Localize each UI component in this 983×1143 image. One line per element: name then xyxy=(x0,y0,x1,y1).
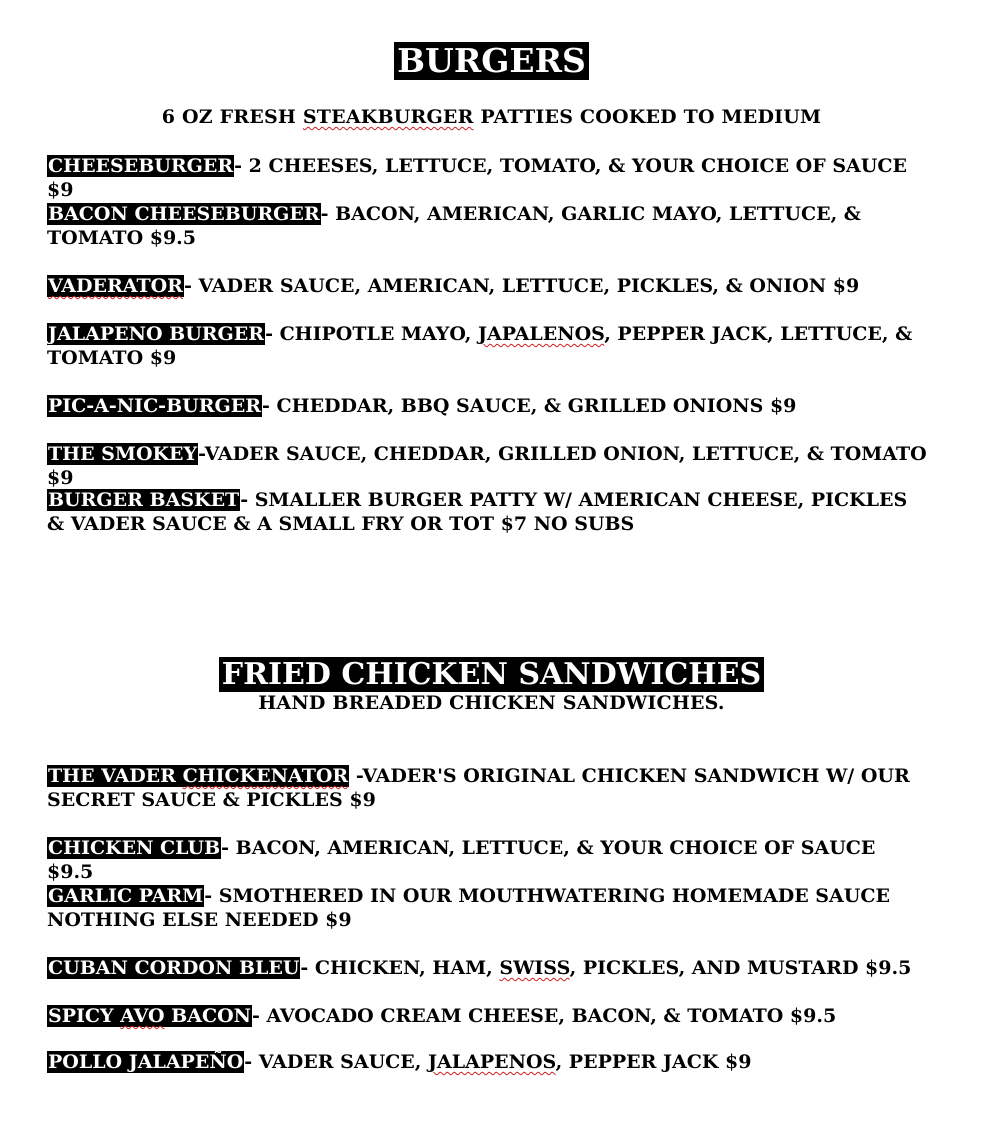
item-name: SPICY AVO BACON xyxy=(48,1005,251,1027)
item-name: CHEESEBURGER xyxy=(48,155,234,177)
item-name: JALAPENO BURGER xyxy=(48,323,265,345)
item-description: - CHICKEN, HAM, SWISS, PICKLES, AND MUSTARD $9.5 xyxy=(300,957,912,979)
chicken-heading xyxy=(0,657,983,692)
item-description: - VADER SAUCE, AMERICAN, LETTUCE, PICKLES, & ONION $9 xyxy=(183,275,860,297)
menu-item-pic-a-nic-burger xyxy=(47,394,927,418)
menu-item-burger-basket xyxy=(47,488,927,536)
item-name: PIC-A-NIC-BURGER xyxy=(48,395,261,417)
menu-item-vaderator xyxy=(47,274,927,298)
menu-item-pollo-jalapeno xyxy=(47,1050,927,1074)
item-description: -VADER'S ORIGINAL CHICKEN SANDWICH W/ OUR SECRET SAUCE & PICKLES $9 xyxy=(47,765,910,811)
burgers-title: BURGERS xyxy=(394,42,589,80)
burgers-subtitle: 6 OZ FRESH STEAKBURGER PATTIES COOKED TO MEDIUM xyxy=(161,106,822,128)
item-name: THE VADER CHICKENATOR xyxy=(48,765,349,787)
menu-item-garlic-parm xyxy=(47,884,927,932)
menu-item-jalapeno-burger xyxy=(47,322,927,370)
chicken-subtitle: HAND BREADED CHICKEN SANDWICHES. xyxy=(258,692,725,714)
item-name: POLLO JALAPEÑO xyxy=(48,1051,244,1073)
menu-item-chicken-club xyxy=(47,836,927,884)
item-name: THE SMOKEY xyxy=(48,443,198,465)
chicken-title: FRIED CHICKEN SANDWICHES xyxy=(219,657,764,692)
spellcheck-word: SWISS xyxy=(499,957,570,979)
menu-item-spicy-avo-bacon xyxy=(47,1004,927,1028)
item-description: - BACON, AMERICAN, LETTUCE, & YOUR CHOICE OF SAUCE $9.5 xyxy=(47,837,876,883)
item-description: -VADER SAUCE, CHEDDAR, GRILLED ONION, LETTUCE, & TOMATO $9 xyxy=(47,443,927,489)
menu-item-bacon-cheeseburger xyxy=(47,202,927,250)
item-description: - VADER SAUCE, JALAPENOS, PEPPER JACK $9 xyxy=(244,1051,752,1073)
item-name: BURGER BASKET xyxy=(48,489,240,511)
item-description: - CHIPOTLE MAYO, JAPALENOS, PEPPER JACK, LETTUCE, & TOMATO $9 xyxy=(47,323,913,369)
spellcheck-word: AVO xyxy=(120,1005,165,1027)
menu-item-cuban-cordon-bleu xyxy=(47,956,927,980)
spellcheck-word: JALAPENOS xyxy=(428,1051,556,1073)
item-name: BACON CHEESEBURGER xyxy=(48,203,320,225)
item-name: VADERATOR xyxy=(48,275,183,297)
menu-item-vader-chickenator xyxy=(47,764,927,812)
burgers-heading xyxy=(0,42,983,80)
item-description: - SMOTHERED IN OUR MOUTHWATERING HOMEMADE SAUCE NOTHING ELSE NEEDED $9 xyxy=(47,885,890,931)
spellcheck-word: JAPALENOS xyxy=(478,323,605,345)
item-description: - 2 CHEESES, LETTUCE, TOMATO, & YOUR CHOICE OF SAUCE $9 xyxy=(47,155,907,201)
spellcheck-word: STEAKBURGER xyxy=(302,106,474,128)
item-name: CHICKEN CLUB xyxy=(48,837,221,859)
item-description: - AVOCADO CREAM CHEESE, BACON, & TOMATO $9.5 xyxy=(252,1005,837,1027)
item-description: - BACON, AMERICAN, GARLIC MAYO, LETTUCE, & TOMATO $9.5 xyxy=(47,203,861,249)
item-description: - SMALLER BURGER PATTY W/ AMERICAN CHEESE, PICKLES & VADER SAUCE & A SMALL FRY OR TOT $7 NO SUBS xyxy=(47,489,908,535)
item-description: - CHEDDAR, BBQ SAUCE, & GRILLED ONIONS $9 xyxy=(262,395,797,417)
item-name: CUBAN CORDON BLEU xyxy=(48,957,300,979)
spellcheck-word: CHICKENATOR xyxy=(182,765,349,787)
item-name: GARLIC PARM xyxy=(48,885,204,907)
menu-item-cheeseburger xyxy=(47,154,927,202)
menu-item-the-smokey xyxy=(47,442,927,490)
